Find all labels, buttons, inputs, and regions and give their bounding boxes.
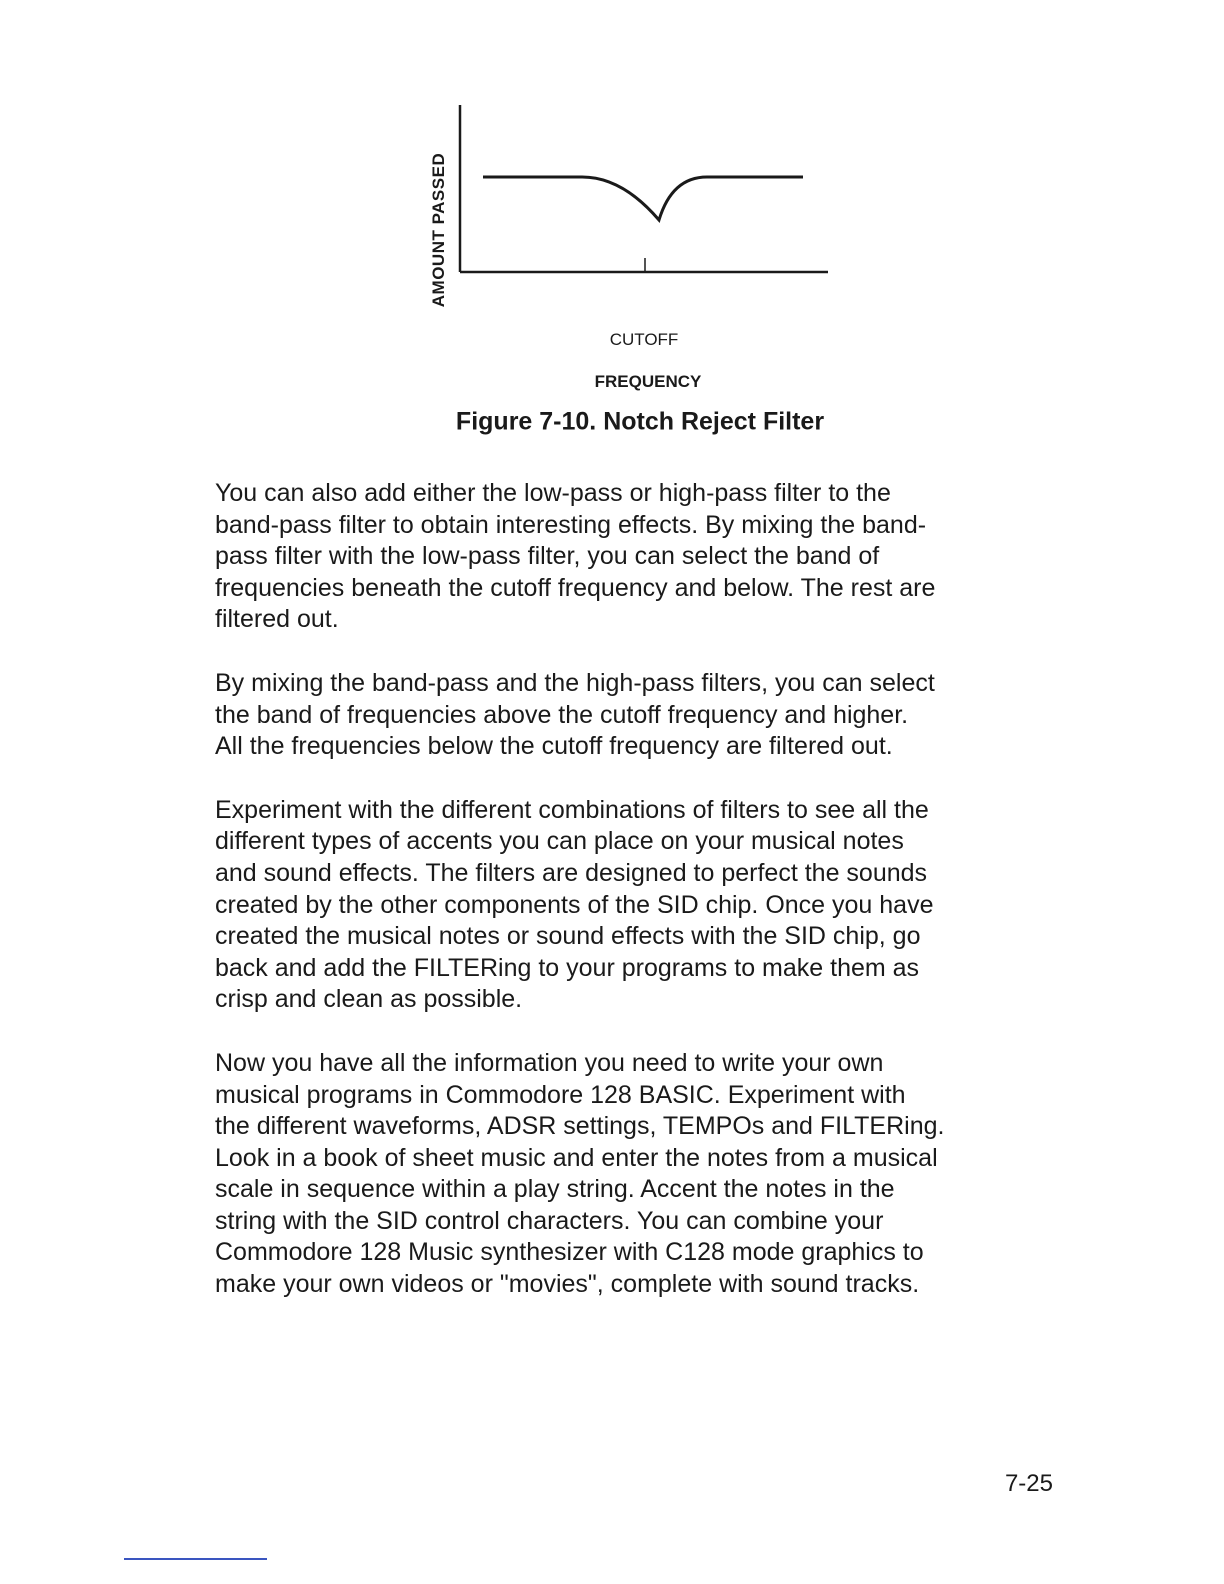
- text-line: musical programs in Commodore 128 BASIC. Experiment with: [215, 1080, 906, 1109]
- notch-filter-figure: [420, 95, 840, 400]
- notch-filter-chart: [420, 95, 840, 400]
- figure-caption: Figure 7-10. Notch Reject Filter: [455, 407, 825, 436]
- text-line: crisp and clean as possible.: [215, 985, 523, 1014]
- text-line: created the musical notes or sound effects with the SID chip, go: [215, 922, 921, 951]
- paragraph: [215, 668, 1075, 763]
- text-line: different types of accents you can place on your musical notes: [215, 827, 904, 856]
- text-line: Commodore 128 Music synthesizer with C128 mode graphics to: [215, 1238, 924, 1267]
- text-line: created by the other components of the SID chip. Once you have: [215, 890, 934, 919]
- text-line: pass filter with the low-pass filter, you can select the band of: [215, 542, 880, 571]
- text-line: frequencies beneath the cutoff frequency and below. The rest are: [215, 573, 936, 602]
- text-line: and sound effects. The filters are designed to perfect the sounds: [215, 858, 928, 887]
- cutoff-marker-label: CUTOFF: [609, 330, 679, 349]
- text-line: make your own videos or "movies", complete with sound tracks.: [215, 1270, 920, 1299]
- text-line: By mixing the band-pass and the high-pass filters, you can select: [215, 668, 935, 697]
- paragraph: [215, 478, 1075, 636]
- body-text: [215, 478, 1075, 1333]
- text-line: back and add the FILTERing to your programs to make them as: [215, 953, 920, 982]
- x-axis-label: FREQUENCY: [594, 372, 702, 391]
- y-axis-label: AMOUNT PASSED: [429, 152, 448, 308]
- text-line: string with the SID control characters. You can combine your: [215, 1206, 884, 1235]
- text-line: filtered out.: [215, 605, 339, 634]
- text-line: Look in a book of sheet music and enter the notes from a musical: [215, 1143, 938, 1172]
- text-line: band-pass filter to obtain interesting effects. By mixing the band-: [215, 510, 927, 539]
- text-line: Now you have all the information you need to write your own: [215, 1048, 884, 1077]
- text-line: All the frequencies below the cutoff frequency are filtered out.: [215, 732, 893, 761]
- text-line: You can also add either the low-pass or high-pass filter to the: [215, 479, 891, 507]
- notch-response-curve: [483, 177, 803, 220]
- text-line: the band of frequencies above the cutoff frequency and higher.: [215, 700, 909, 729]
- text-line: the different waveforms, ADSR settings, TEMPOs and FILTERing.: [215, 1112, 945, 1141]
- text-line: Experiment with the different combinations of filters to see all the: [215, 795, 929, 824]
- paragraph: [215, 795, 1075, 1016]
- footer-rule: [124, 1558, 267, 1560]
- page-number: 7-25: [1004, 1470, 1053, 1497]
- text-line: scale in sequence within a play string. Accent the notes in the: [215, 1175, 895, 1204]
- paragraph: [215, 1048, 1075, 1301]
